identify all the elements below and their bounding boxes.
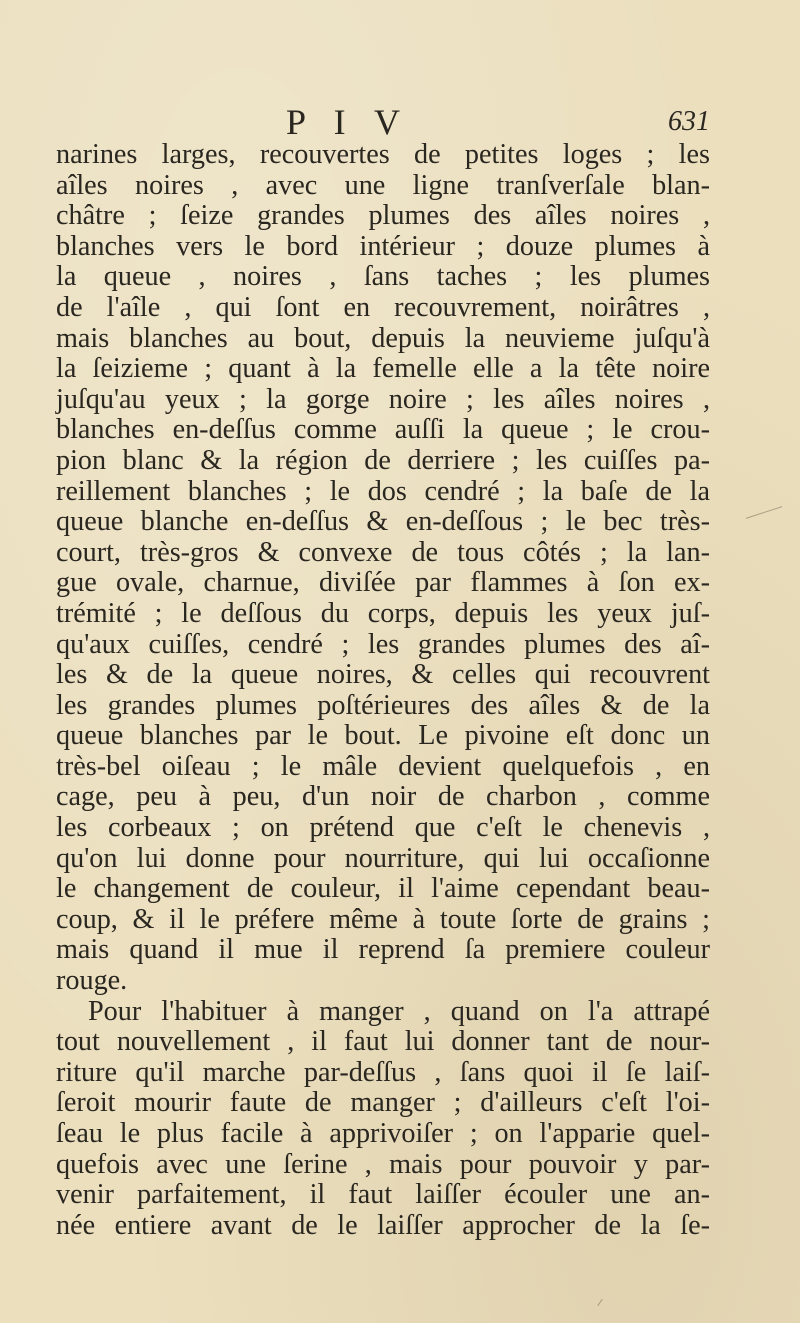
text-line: court, très-gros & convexe de tous côtés ; la lan- <box>56 536 710 568</box>
text-line: la ſeizieme ; quant à la femelle elle a la tête noire <box>56 353 710 385</box>
text-line: la queue , noires , ſans taches ; les plumes <box>56 261 710 293</box>
text-line: tout nouvellement , il faut lui donner tant de nour- <box>56 1026 710 1058</box>
text-line: cage, peu à peu, d'un noir de charbon , comme <box>56 781 710 813</box>
text-line: de l'aîle , qui ſont en recouvrement, noirâtres , <box>56 291 710 323</box>
text-line: châtre ; ſeize grandes plumes des aîles noires , <box>56 200 710 232</box>
text-line: qu'aux cuiſſes, cendré ; les grandes plumes des aî- <box>56 628 710 660</box>
text-line: queue blanche en-deſſus & en-deſſous ; le bec très- <box>56 506 710 538</box>
text-line: juſqu'au yeux ; la gorge noire ; les aîles noires , <box>56 383 710 415</box>
body-text <box>56 140 710 1241</box>
text-line: narines larges, recouvertes de petites loges ; les <box>56 139 710 170</box>
text-line: les corbeaux ; on prétend que c'eſt le chenevis , <box>56 812 710 844</box>
text-line: queue blanches par le bout. Le pivoine eſt donc un <box>56 720 710 752</box>
text-line: née entiere avant de le laiſſer approcher de la ſe- <box>56 1209 710 1241</box>
text-line: mais quand il mue il reprend ſa premiere couleur <box>56 934 710 966</box>
text-line: riture qu'il marche par-deſſus , ſans quoi il ſe laiſ- <box>56 1056 710 1088</box>
paper-mark <box>597 1299 602 1306</box>
text-line: coup, & il le préfere même à toute ſorte de grains ; <box>56 903 710 935</box>
page-number: 631 <box>668 106 710 137</box>
text-line: ſeau le plus facile à apprivoiſer ; on l'apparie quel- <box>56 1118 710 1149</box>
text-line: blanches vers le bord intérieur ; douze plumes à <box>56 230 710 262</box>
paragraph-start-line: Pour l'habituer à manger , quand on l'a attrapé <box>88 995 710 1027</box>
paragraph-end-line: rouge. <box>56 965 128 997</box>
text-line: trémité ; le deſſous du corps, depuis les yeux juſ- <box>56 597 710 629</box>
text-line: reillement blanches ; le dos cendré ; la baſe de la <box>56 475 710 507</box>
text-line: ſeroit mourir faute de manger ; d'ailleurs c'eſt l'oi- <box>56 1087 710 1119</box>
paper-mark <box>746 506 782 519</box>
text-line: blanches en-deſſus comme auſſi la queue ; le crou- <box>56 414 710 446</box>
text-line: mais blanches au bout, depuis la neuvieme juſqu'à <box>56 322 710 354</box>
page-header <box>58 102 718 142</box>
text-line: le changement de couleur, il l'aime cependant beau- <box>56 873 710 905</box>
text-line: venir parfaitement, il faut laiſſer écouler une an- <box>56 1179 710 1211</box>
text-line: gue ovale, charnue, diviſée par flammes à ſon ex- <box>56 567 710 599</box>
text-line: aîles noires , avec une ligne tranſverſale blan- <box>56 169 710 201</box>
running-title: P I V <box>286 102 411 142</box>
text-line: qu'on lui donne pour nourriture, qui lui occaſionne <box>56 842 710 874</box>
text-line: pion blanc & la région de derriere ; les cuiſſes pa- <box>56 444 710 476</box>
text-line: les grandes plumes poſtérieures des aîles & de la <box>56 689 710 721</box>
text-line: les & de la queue noires, & celles qui recouvrent <box>56 659 710 691</box>
text-line: quefois avec une ſerine , mais pour pouvoir y par- <box>56 1148 710 1180</box>
text-line: très-bel oiſeau ; le mâle devient quelquefois , en <box>56 750 710 782</box>
